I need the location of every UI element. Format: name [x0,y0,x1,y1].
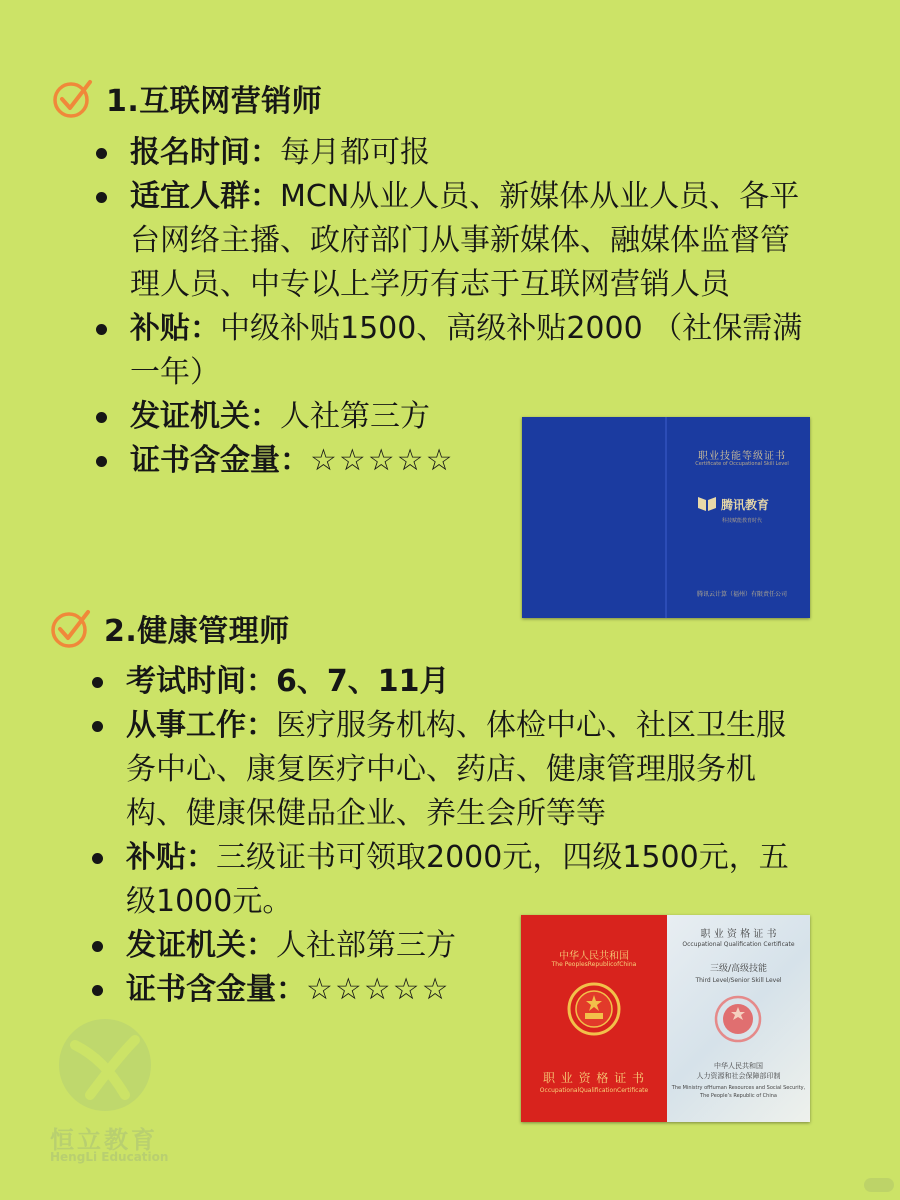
section-heading [50,606,290,650]
cert-issuer: 腾讯云计算（福州）有限责任公司 [696,591,787,598]
national-emblem-icon [567,981,621,1037]
hengli-logo-icon [50,1015,160,1115]
section-title: 2.健康管理师 [104,614,290,649]
watermark-name: 恒立教育 [50,1126,158,1154]
certificate-image-red: 中华人民共和国 The PeoplesRepublicofChina 职 业 资 格 证 书 OccupationalQualificationCertificate 职 业 资 格 证 书 Occupational Qualification Certificate 三级/高级技能 Third Level/Senior Skill Level 中华人民共和国 人力资源和社会保障部印制 The Ministry ofHuman Resources and Social Security, The People’s Republic of China [521,915,810,1122]
list-item: 报名时间：每月都可报 [96,131,816,175]
rating-stars: ☆☆☆☆☆ [306,972,451,1007]
national-emblem-icon [713,993,763,1045]
certificate-image-blue: 职业技能等级证书 Certificate of Occupational Skill Level 腾讯教育 科技赋能教育时代 腾讯云计算（福州）有限责任公司 [522,417,810,618]
logo-mark-icon [697,495,717,513]
corner-badge [864,1178,894,1192]
watermark-name-en: HengLi Education [50,1150,169,1164]
check-circle-icon [52,77,94,119]
list-item: 补贴：三级证书可领取2000元，四级1500元，五级1000元。 [92,836,812,924]
section-heading [52,76,322,120]
list-item: 适宜人群：MCN从业人员、新媒体从业人员、各平台网络主播、政府部门从事新媒体、融媒体监督管理人员、中专以上学历有志于互联网营销人员 [96,175,816,307]
list-item: 发证机关：人社第三方 [96,395,816,439]
list-item: 考试时间：6、7、11月 [92,660,812,704]
list-item: 发证机关：人社部第三方 [92,924,812,968]
cert-title: 职业技能等级证书 [698,451,786,462]
section-title: 1.互联网营销师 [106,84,323,119]
cover-divider [665,417,667,618]
list-item: 证书含金量：☆☆☆☆☆ [96,439,816,483]
list-item: 证书含金量：☆☆☆☆☆ [92,968,812,1012]
tencent-education-logo: 腾讯教育 [697,495,769,513]
cert-subtitle: Certificate of Occupational Skill Level [695,461,789,467]
list-item: 从事工作：医疗服务机构、体检中心、社区卫生服务中心、康复医疗中心、药店、健康管理服务机构、健康保健品企业、养生会所等等 [92,704,812,836]
list-item: 补贴：中级补贴1500、高级补贴2000 （社保需满一年） [96,307,816,395]
check-circle-icon [50,607,92,649]
rating-stars: ☆☆☆☆☆ [310,443,455,478]
